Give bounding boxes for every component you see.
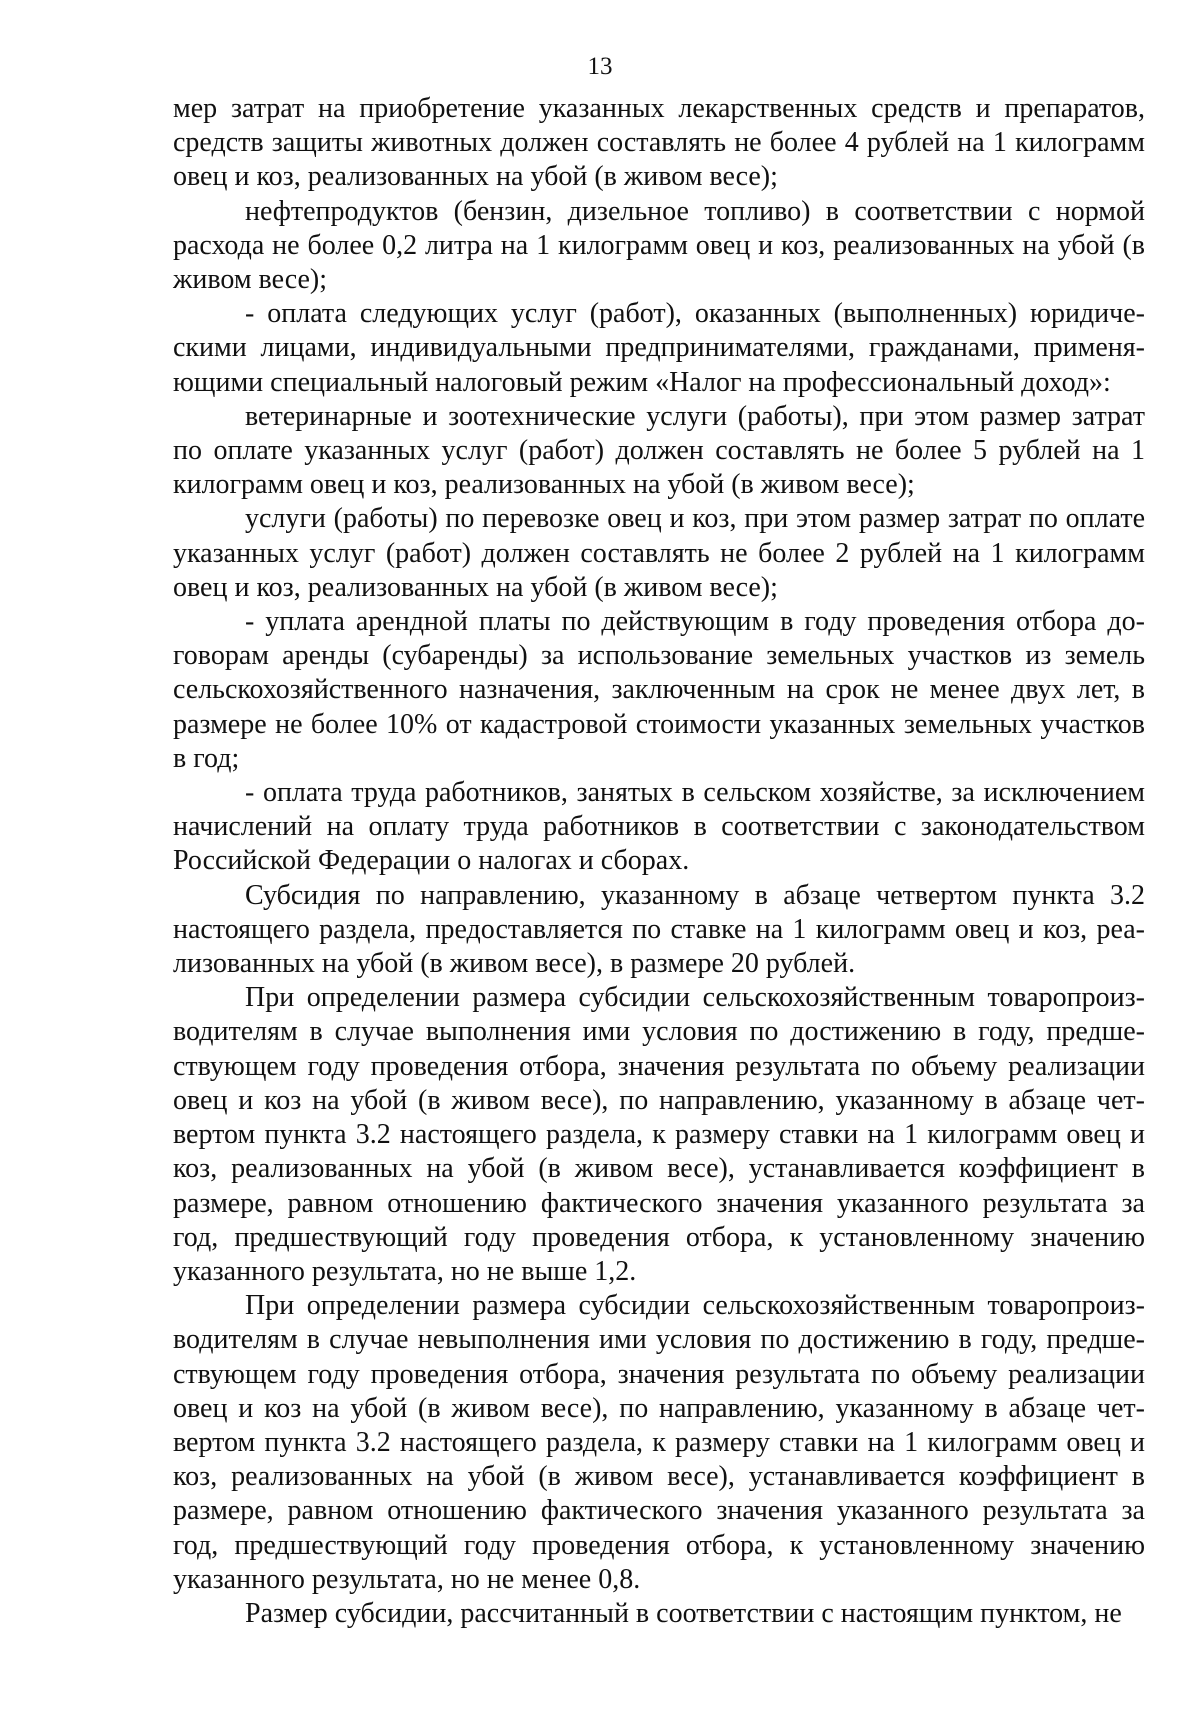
paragraph-4: ветеринарные и зоотехнические услуги (работы), при этом размер затрат по оплате указанных услуг (работ) должен составлять не более 5 рублей на 1 килограмм овец и коз, реализованных на убой (в живом весе); bbox=[173, 400, 1145, 501]
page-number: 13 bbox=[587, 53, 613, 80]
paragraph-11: Размер субсидии, рассчитанный в соответствии с настоящим пунктом, не bbox=[245, 1597, 1122, 1629]
paragraph-5: услуги (работы) по перевозке овец и коз, при этом размер затрат по оплате указанных услуг (работ) должен составлять не более 2 рублей на 1 килограмм овец и коз, реализованных на убой (в живом весе); bbox=[173, 503, 1145, 603]
paragraph-6: - уплата арендной платы по действующим в году проведения отбора договорам аренды (субаренды) за использование земельных участков из земель сельскохозяйственного назначения, заключенным на срок не менее двух лет, в размере не более 10% от кадастровой стоимости указанных земельных участков в год; bbox=[173, 606, 1145, 774]
paragraph-1: мер затрат на приобретение указанных лекарственных средств и препаратов, средств защиты животных должен составлять не более 4 рублей на 1 килограмм овец и коз, реализованных на убой (в живом весе); bbox=[173, 93, 1145, 193]
paragraph-8: Субсидия по направлению, указанному в абзаце четвертом пункта 3.2 настоящего раздела, предоставляется по ставке на 1 килограмм овец и коз, реализованных на убой (в живом весе), в размере 20 рублей. bbox=[173, 879, 1145, 980]
paragraph-3: - оплата следующих услуг (работ), оказанных (выполненных) юридическими лицами, индивидуальными предпринимателями, гражданами, применяющими специальный налоговый режим «Налог на профессиональный доход»: bbox=[173, 298, 1145, 398]
paragraph-7: - оплата труда работников, занятых в сельском хозяйстве, за исключением начислений на оплату труда работников в соответствии с законодательством Российской Федерации о налогах и сборах. bbox=[173, 777, 1145, 877]
paragraph-10: При определении размера субсидии сельскохозяйственным товаропроизводителям в случае невыполнения ими условия по достижению в году, предшествующем году проведения отбора, значения результата по объему реализации овец и коз на убой (в живом весе), по направлению, указанному в абзаце четвертом пункта 3.2 настоящего раздела, к размеру ставки на 1 килограмм овец и коз, реализованных на убой (в живом весе), устанавливается коэффициент в размере, равном отношению фактического значения указанного результата за год, предшествующий году проведения отбора, к установленному значению указанного результата, но не менее 0,8. bbox=[173, 1290, 1145, 1595]
paragraph-9: При определении размера субсидии сельскохозяйственным товаропроизводителям в случае выполнения ими условия по достижению в году, предшествующем году проведения отбора, значения результата по объему реализации овец и коз на убой (в живом весе), по направлению, указанному в абзаце четвертом пункта 3.2 настоящего раздела, к размеру ставки на 1 килограмм овец и коз, реализованных на убой (в живом весе), устанавливается коэффициент в размере, равном отношению фактического значения указанного результата за год, предшествующий году проведения отбора, к установленному значению указанного результата, но не выше 1,2. bbox=[173, 982, 1145, 1287]
paragraph-2: нефтепродуктов (бензин, дизельное топливо) в соответствии с нормой расхода не более 0,2 литра на 1 килограмм овец и коз, реализованных на убой (в живом весе); bbox=[173, 195, 1145, 296]
document-text-body bbox=[173, 92, 1145, 1631]
